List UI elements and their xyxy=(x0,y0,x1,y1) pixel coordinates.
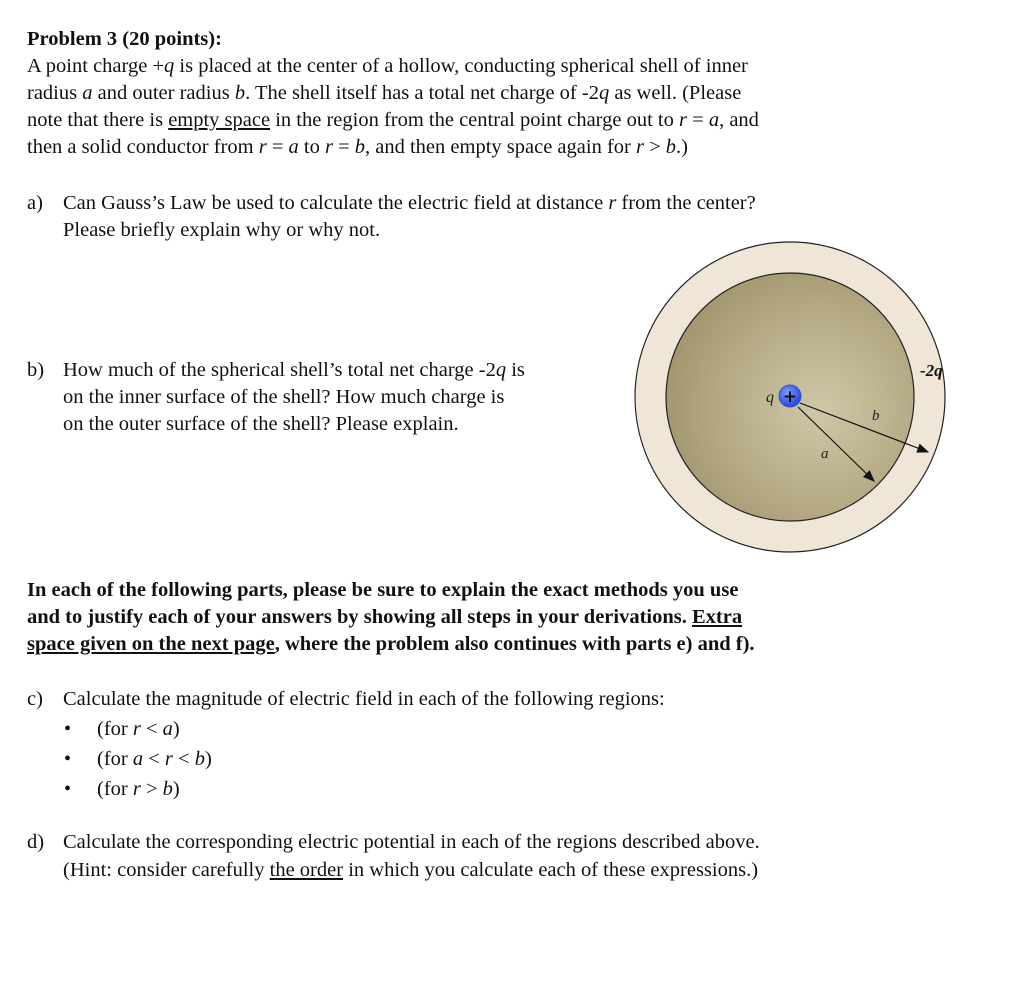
text-segment: in the region from the central point charge out to xyxy=(270,109,680,131)
text-segment: the order xyxy=(269,859,344,881)
bullet-icon: • xyxy=(64,718,72,740)
text-segment: ) xyxy=(204,748,212,770)
text-segment: r xyxy=(679,109,687,131)
bullet-icon: • xyxy=(64,748,72,770)
text-segment: b xyxy=(665,136,677,158)
text-segment: Calculate the magnitude of electric field in each of the following regions: xyxy=(63,688,665,710)
text-segment: b xyxy=(194,748,205,770)
charge-label: q xyxy=(766,389,774,406)
text-segment: a xyxy=(708,109,720,131)
text-segment: on the inner surface of the shell? How much charge is xyxy=(63,386,505,408)
text-segment: = xyxy=(266,136,289,158)
part-b-label: b) xyxy=(27,359,45,381)
text-segment: r xyxy=(164,748,173,770)
part-c-label: c) xyxy=(27,688,43,710)
text-segment: a xyxy=(162,718,173,740)
text-segment: r xyxy=(132,778,141,800)
text-segment: .) xyxy=(676,136,688,158)
outer-radius-label: b xyxy=(872,408,880,424)
inner-radius-label: a xyxy=(821,446,829,462)
text-segment: from the center? xyxy=(616,192,756,214)
text-segment: How much of the spherical shell’s total net charge -2 xyxy=(63,359,496,381)
text-segment: radius xyxy=(27,82,83,104)
text-segment: as well. (Please xyxy=(609,82,742,104)
part-d-label: d) xyxy=(27,831,45,853)
text-segment: q xyxy=(495,359,507,381)
text-segment: < xyxy=(140,718,163,740)
text-segment: r xyxy=(258,136,267,158)
text-segment: Calculate the corresponding electric potential in each of the regions described above. xyxy=(63,831,760,853)
charge-sign: + xyxy=(782,387,798,407)
text-segment: = xyxy=(687,109,709,131)
text-segment: r xyxy=(324,136,333,158)
text-segment: to xyxy=(298,136,325,158)
text-segment: is placed at the center of a hollow, conducting spherical shell of inner xyxy=(174,55,748,77)
text-segment: then a solid conductor from xyxy=(27,136,259,158)
text-segment: and to justify each of your answers by showing all steps in your derivations. xyxy=(27,606,692,628)
text-segment: empty space xyxy=(168,109,271,131)
text-segment: In each of the following parts, please be sure to explain the exact methods you use xyxy=(27,579,739,601)
text-segment: , and xyxy=(719,109,759,131)
text-segment: , where the problem also continues with parts e) and f). xyxy=(274,633,755,655)
text-segment: Extra xyxy=(692,606,743,628)
text-segment: b xyxy=(354,136,366,158)
text-segment: A point charge + xyxy=(27,55,165,77)
text-segment: space given on the next page xyxy=(27,633,275,655)
text-segment: (for xyxy=(97,718,133,740)
text-segment: = xyxy=(332,136,355,158)
text-segment: is xyxy=(506,359,525,381)
text-segment: a xyxy=(132,748,144,770)
text-segment: b xyxy=(234,82,246,104)
text-segment: (for xyxy=(97,748,133,770)
text-segment: . The shell itself has a total net charge of -2 xyxy=(245,82,599,104)
shell-charge-label: -2q xyxy=(920,361,943,380)
text-segment: b xyxy=(162,778,173,800)
text-segment: Can Gauss’s Law be used to calculate the electric field at distance xyxy=(63,192,609,214)
text-segment: on the outer surface of the shell? Please explain. xyxy=(63,413,459,435)
text-segment: a xyxy=(288,136,299,158)
text-segment: ) xyxy=(172,718,180,740)
text-segment: < xyxy=(172,748,195,770)
text-segment: (for xyxy=(97,778,133,800)
text-segment: < xyxy=(143,748,165,770)
text-segment: r xyxy=(132,718,141,740)
text-segment: and outer radius xyxy=(92,82,235,104)
text-segment: q xyxy=(598,82,610,104)
text-segment: , and then empty space again for xyxy=(365,136,636,158)
text-segment: Problem 3 (20 points): xyxy=(27,28,222,50)
text-segment: > xyxy=(140,778,163,800)
text-segment: Please briefly explain why or why not. xyxy=(63,219,381,241)
text-segment: ) xyxy=(172,778,180,800)
bullet-icon: • xyxy=(64,778,72,800)
text-segment: r xyxy=(635,136,644,158)
text-segment: > xyxy=(643,136,666,158)
part-a-label: a) xyxy=(27,192,43,214)
text-segment: a xyxy=(82,82,93,104)
text-segment: in which you calculate each of these expressions.) xyxy=(343,859,759,881)
text-segment: (Hint: consider carefully xyxy=(63,859,270,881)
text-segment: r xyxy=(608,192,617,214)
text-segment: q xyxy=(164,55,175,77)
text-segment: note that there is xyxy=(27,109,169,131)
